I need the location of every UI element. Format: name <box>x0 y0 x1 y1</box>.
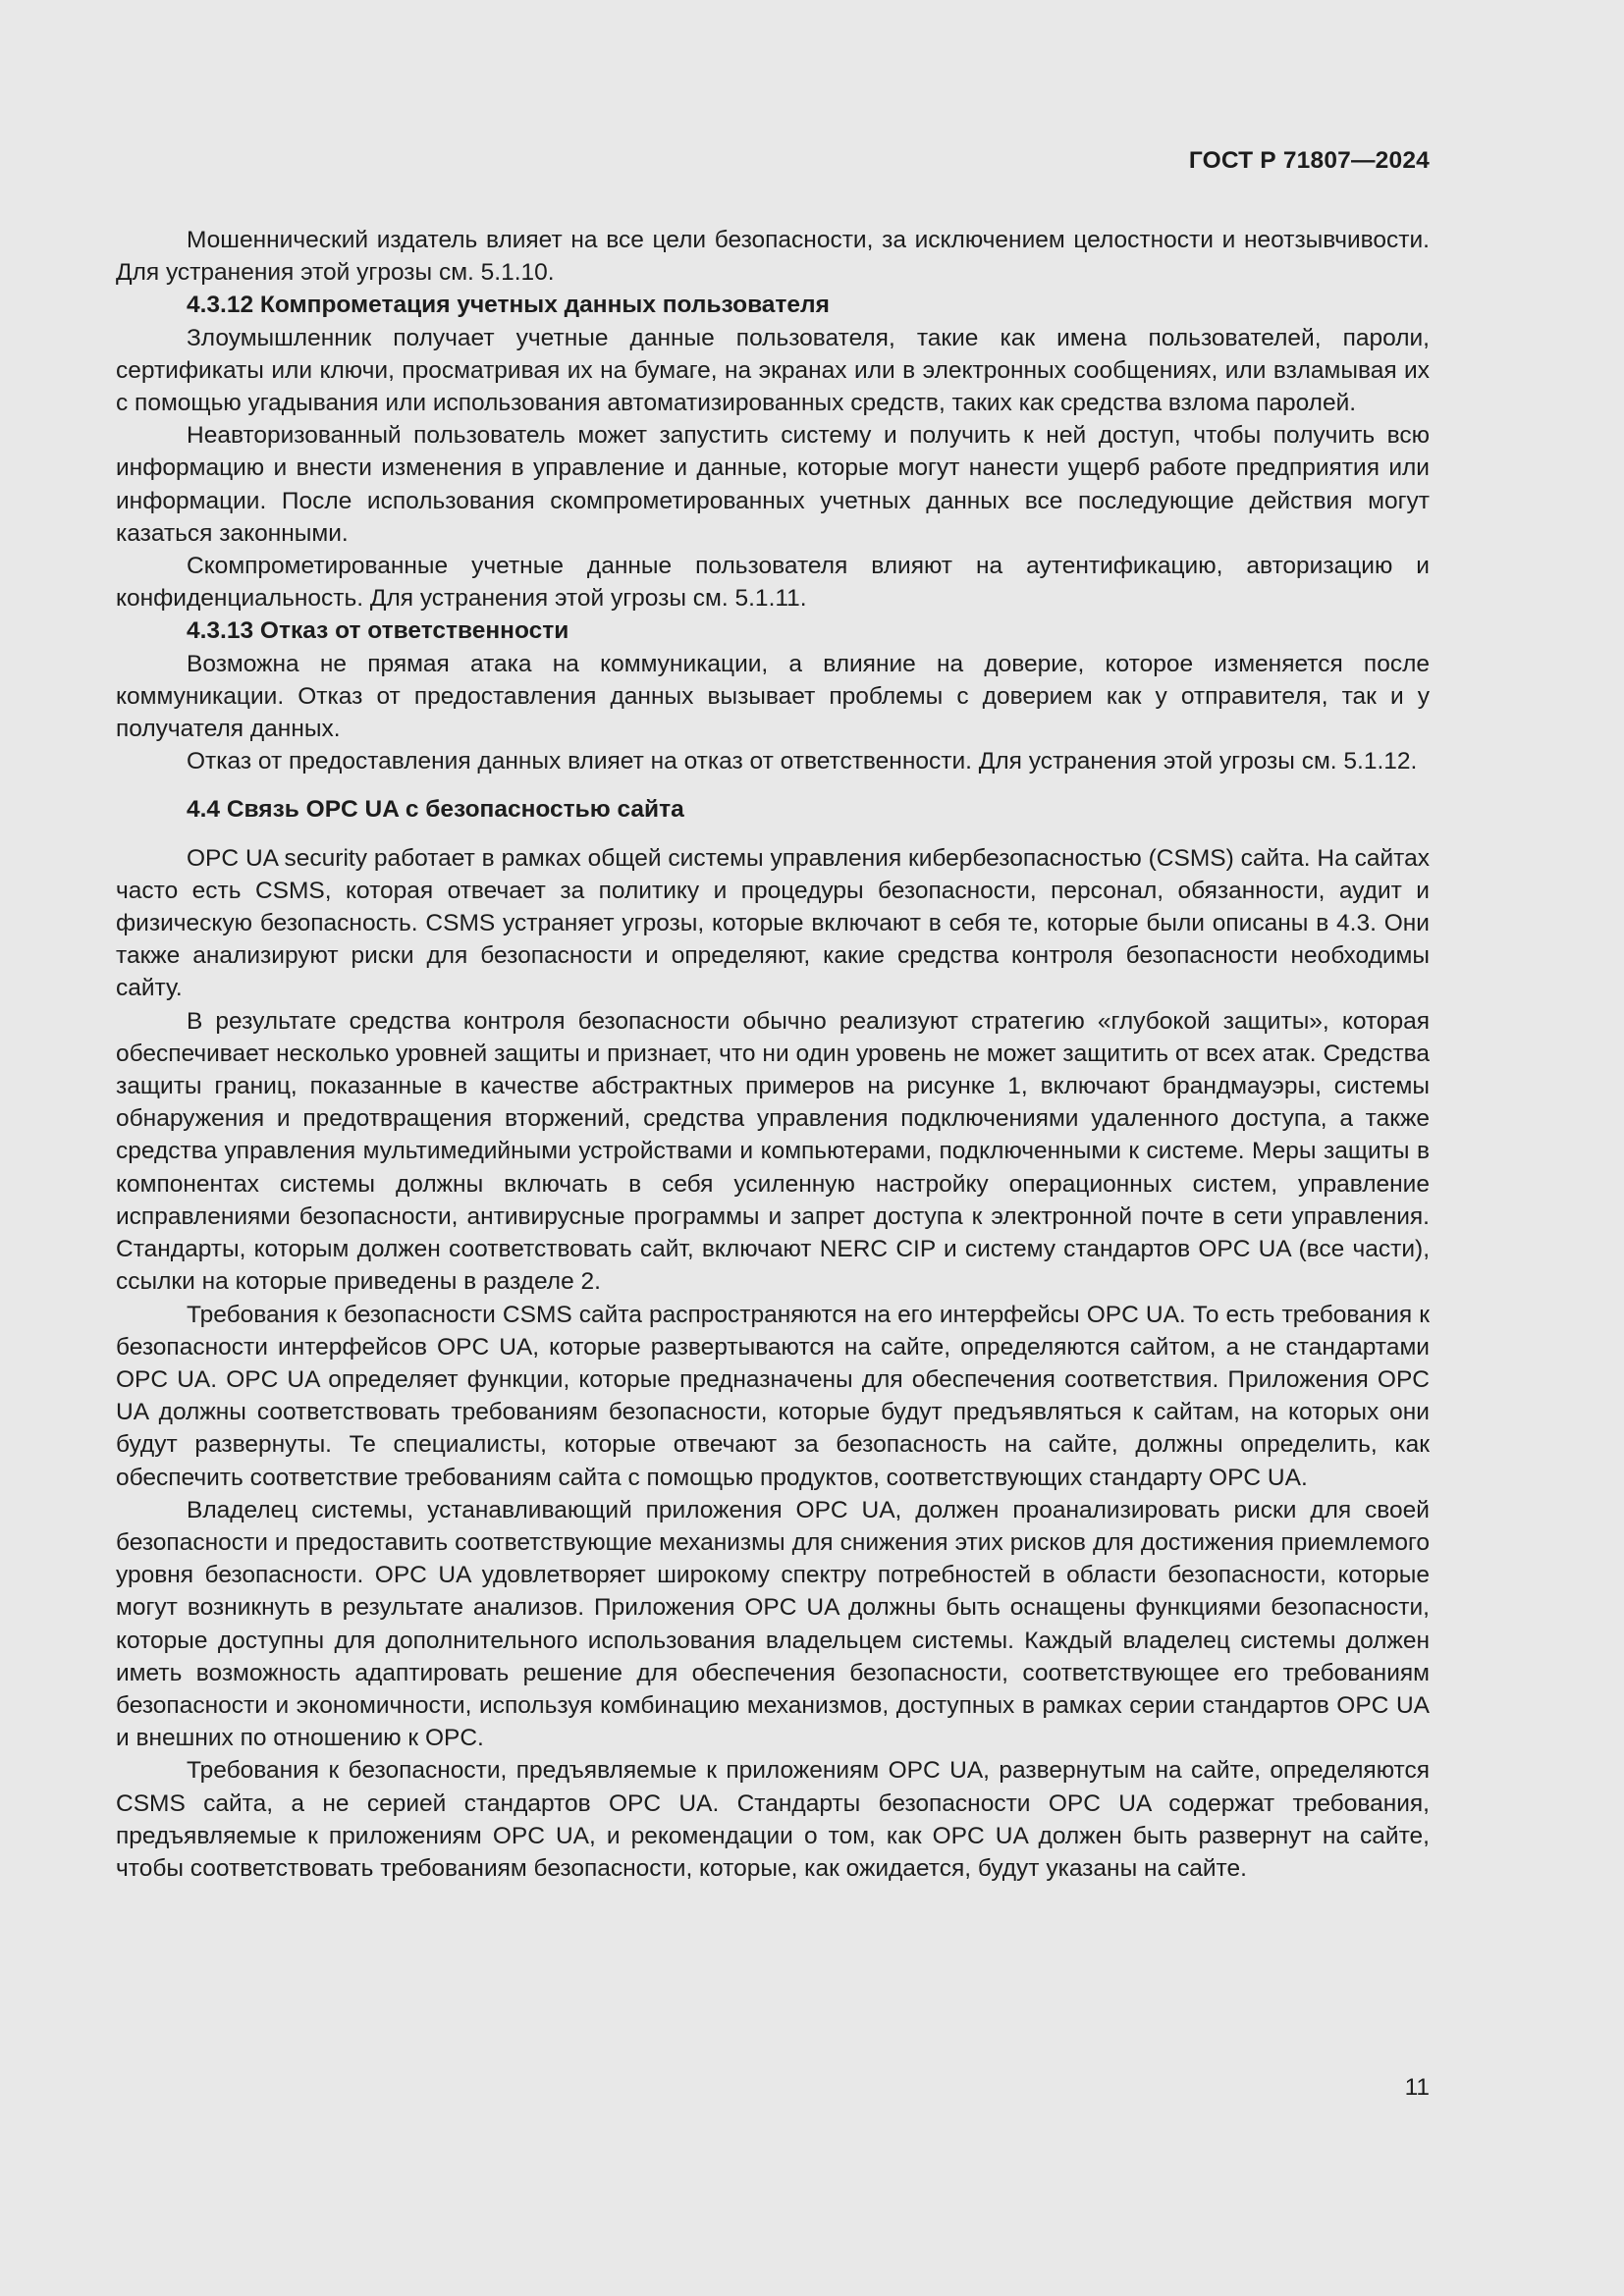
paragraph: Мошеннический издатель влияет на все цели безопасности, за исключением целостности и неотзывчивости. Для устранения этой угрозы см. 5.1.10. <box>116 227 1430 287</box>
paragraph: Возможна не прямая атака на коммуникации, а влияние на доверие, которое изменяется после коммуникации. Отказ от предоставления данных вызывает проблемы с доверием как у отправителя, так и у получателя данных. <box>116 650 1430 743</box>
paragraph: В результате средства контроля безопасности обычно реализуют стратегию «глубокой защиты», которая обеспечивает несколько уровней защиты и признает, что ни один уровень не может защитить от всех атак. Средства защиты границ, показанные в качестве абстрактных примеров на рисунке 1, включают брандмауэры, системы обнаружения и предотвращения вторжений, средства управления подключениями удаленного доступа, а также средства управления мультимедийными устройствами и компьютерами, подключенными к системе. Меры защиты в компонентах системы должны включать в себя усиленную настройку операционных систем, управление исправлениями безопасности, антивирусные программы и запрет доступа к электронной почте в сети управления. Стандарты, которым должен соответствовать сайт, включают NERC CIP и систему стандартов OPC UA (все части), ссылки на которые приведены в разделе 2. <box>116 1007 1430 1296</box>
paragraph: Скомпрометированные учетные данные пользователя влияют на аутентификацию, авторизацию и конфиденциальность. Для устранения этой угрозы см. 5.1.11. <box>116 553 1430 613</box>
document-id-header: ГОСТ Р 71807—2024 <box>1188 147 1430 174</box>
paragraph: Требования к безопасности CSMS сайта распространяются на его интерфейсы OPC UA. То есть требования к безопасности интерфейсов OPC UA, которые развертываются на сайте, определяются сайтом, а не стандартами OPC UA. OPC UA определяет функции, которые предназначены для обеспечения соответствия. Приложения OPC UA должны соответствовать требованиям безопасности, которые будут предъявляться к сайтам, на которых они будут развернуты. Те специалисты, которые отвечают за безопасность на сайте, должны определить, как обеспечить соответствие требованиям сайта с помощью продуктов, соответствующих стандарту OPC UA. <box>116 1301 1430 1491</box>
section-heading-4-3-13: 4.3.13 Отказ от ответственности <box>187 617 569 645</box>
paragraph: Злоумышленник получает учетные данные пользователя, такие как имена пользователей, пароли, сертификаты или ключи, просматривая их на бумаге, на экранах или в электронных сообщениях, или взламывая их с помощью угадывания или использования автоматизированных средств, таких как средства взлома паролей. <box>116 324 1430 417</box>
paragraph: Отказ от предоставления данных влияет на отказ от ответственности. Для устранения этой угрозы см. 5.1.12. <box>187 748 1418 775</box>
page-number: 11 <box>1404 2074 1430 2101</box>
section-heading-4-3-12: 4.3.12 Компрометация учетных данных пользователя <box>187 292 830 319</box>
paragraph: OPC UA security работает в рамках общей системы управления кибербезопасностью (CSMS) сайта. На сайтах часто есть CSMS, которая отвечает за политику и процедуры безопасности, персонал, обязанности, аудит и физическую безопасность. CSMS устраняет угрозы, которые включают в себя те, которые были описаны в 4.3. Они также анализируют риски для безопасности и определяют, какие средства контроля безопасности необходимы сайту. <box>116 844 1430 1002</box>
section-heading-4-4: 4.4 Связь OPC UA с безопасностью сайта <box>187 796 684 824</box>
paragraph: Требования к безопасности, предъявляемые к приложениям OPC UA, развернутым на сайте, определяются CSMS сайта, а не серией стандартов OPC UA. Стандарты безопасности OPC UA содержат требования, предъявляемые к приложениям OPC UA, и рекомендации о том, как OPC UA должен быть развернут на сайте, чтобы соответствовать требованиям безопасности, которые, как ожидается, будут указаны на сайте. <box>116 1757 1430 1882</box>
paragraph: Неавторизованный пользователь может запустить систему и получить к ней доступ, чтобы получить всю информацию и внести изменения в управление и данные, которые могут нанести ущерб работе предприятия или информации. После использования скомпрометированных учетных данных все последующие действия могут казаться законными. <box>116 422 1430 547</box>
document-body <box>116 224 1430 1885</box>
paragraph: Владелец системы, устанавливающий приложения OPC UA, должен проанализировать риски для своей безопасности и предоставить соответствующие механизмы для снижения этих рисков для достижения приемлемого уровня безопасности. OPC UA удовлетворяет широкому спектру потребностей в области безопасности, которые могут возникнуть в результате анализов. Приложения OPC UA должны быть оснащены функциями безопасности, которые доступны для дополнительного использования владельцем системы. Каждый владелец системы должен иметь возможность адаптировать решение для обеспечения безопасности, соответствующее его требованиям безопасности и экономичности, используя комбинацию механизмов, доступных в рамках серии стандартов OPC UA и внешних по отношению к OPC. <box>116 1496 1430 1752</box>
